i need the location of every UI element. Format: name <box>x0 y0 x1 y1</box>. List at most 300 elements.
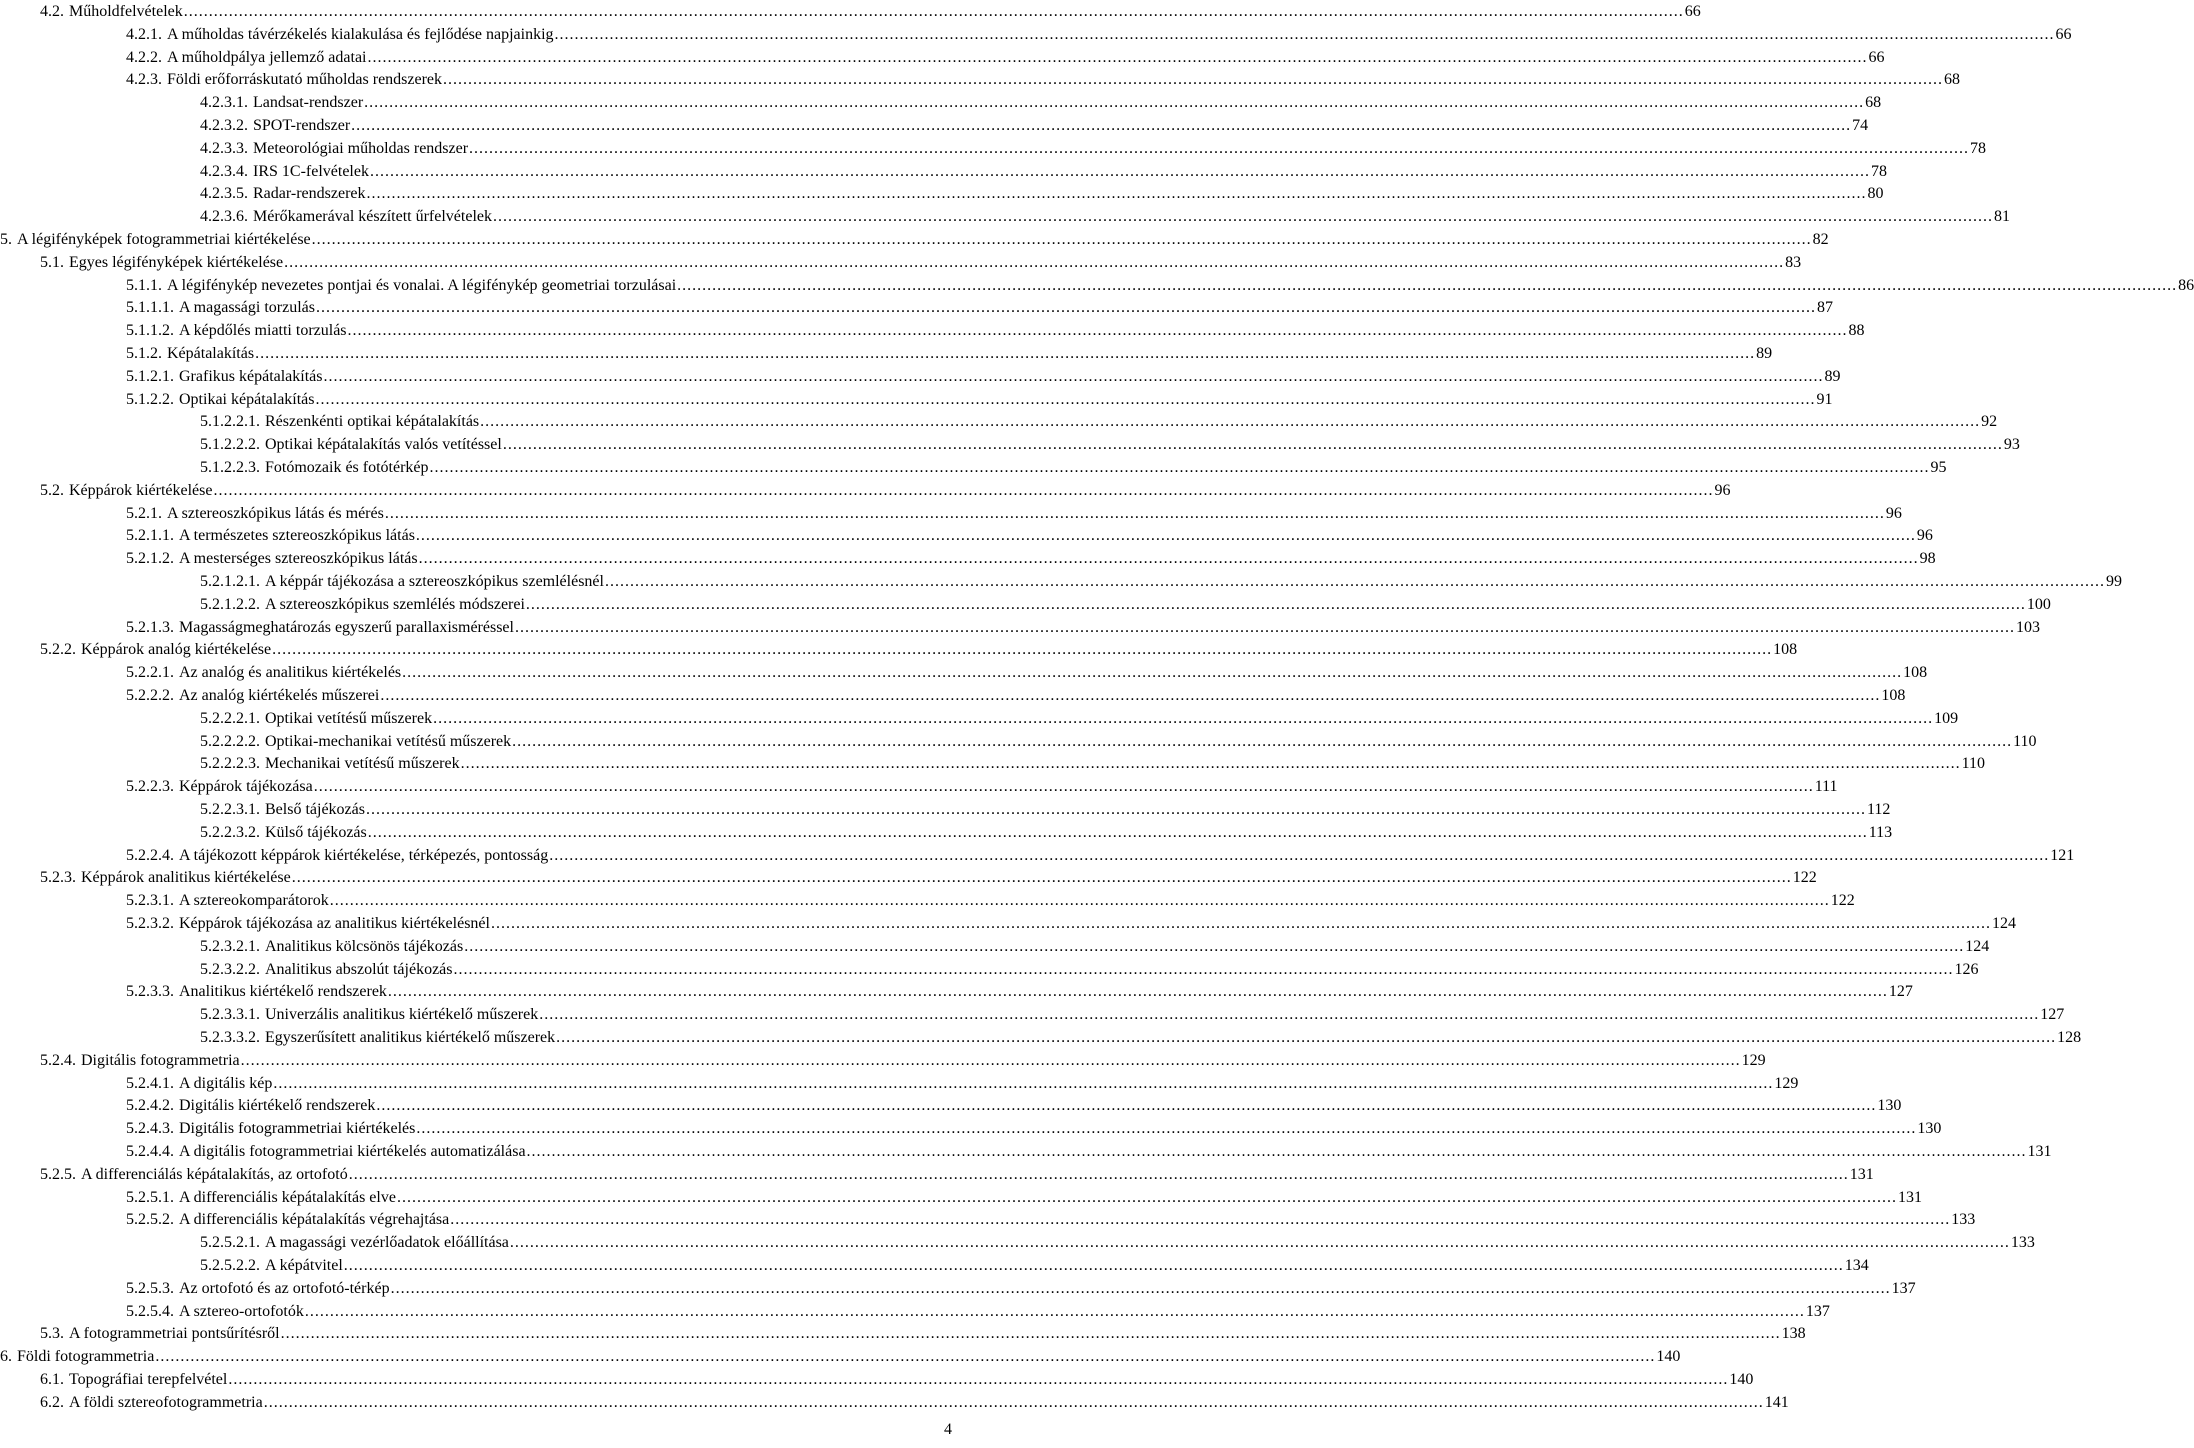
toc-dot-leader: ............................................................................................................................................................................................................................................................................................................ <box>304 1302 1805 1320</box>
toc-entry-title: Analitikus abszolút tájékozás <box>265 960 453 978</box>
toc-entry[interactable] <box>40 638 1798 661</box>
toc-entry-number: 5.2.2.3.2. <box>200 823 260 841</box>
toc-entry-number: 5.1.1.1. <box>126 299 174 317</box>
toc-entry-number: 4.2.3.2. <box>200 117 248 134</box>
toc-dot-leader: ............................................................................................................................................................................................................................................................................................................ <box>493 208 1993 226</box>
toc-entry-number: 5.2.2.2. <box>126 687 174 704</box>
toc-entry-title: Földi erőforráskutató műholdas rendszerek <box>167 71 443 89</box>
toc-entry[interactable] <box>40 251 1802 274</box>
toc-entry-number: 5.2.2.2.2. <box>200 732 260 750</box>
toc-entry-title: IRS 1C-felvételek <box>253 162 369 180</box>
toc-entry-page: 141 <box>1764 1393 1789 1411</box>
toc-dot-leader: ............................................................................................................................................................................................................................................................................................................ <box>347 322 1848 340</box>
toc-dot-leader: ............................................................................................................................................................................................................................................................................................................ <box>366 185 1867 203</box>
toc-entry-number: 5.2.2.3. <box>126 778 174 796</box>
toc-entry-page: 131 <box>1849 1165 1874 1183</box>
toc-entry-title: A mesterséges sztereoszkópikus látás <box>179 550 418 568</box>
toc-entry-title: A digitális fotogrammetriai kiértékelés automatizálása <box>179 1143 526 1160</box>
toc-entry[interactable] <box>200 137 1987 160</box>
toc-entry-page: 112 <box>1866 801 1891 818</box>
toc-entry[interactable] <box>200 752 1985 775</box>
toc-entry-number: 5.2.5.1. <box>126 1188 174 1206</box>
toc-dot-leader: ............................................................................................................................................................................................................................................................................................................ <box>460 755 1961 773</box>
toc-dot-leader: ............................................................................................................................................................................................................................................................................................................ <box>313 778 1814 796</box>
toc-entry-title: Optikai képátalakítás valós vetítéssel <box>265 436 502 454</box>
toc-entry-number: 5.1.2. <box>126 345 162 362</box>
toc-entry-number: 4.2.3.6. <box>200 208 248 226</box>
toc-entry-title: A légifényképek fotogrammetriai kiértékelése <box>17 231 311 248</box>
toc-entry-number: 4.2.3.5. <box>200 185 248 203</box>
toc-entry[interactable] <box>200 730 2037 753</box>
toc-entry-number: 4.2.3.1. <box>200 94 248 112</box>
toc-entry[interactable] <box>40 479 1731 502</box>
toc-entry-page: 122 <box>1830 892 1855 910</box>
toc-dot-leader: ............................................................................................................................................................................................................................................................................................................ <box>311 231 1812 248</box>
toc-entry[interactable] <box>126 1208 1976 1231</box>
toc-entry-page: 122 <box>1792 869 1817 887</box>
toc-entry-page: 82 <box>1812 231 1829 248</box>
toc-entry[interactable] <box>126 524 1933 547</box>
toc-entry-page: 87 <box>1816 299 1833 317</box>
toc-entry[interactable] <box>40 1322 1806 1345</box>
toc-entry[interactable] <box>200 958 1979 981</box>
toc-entry-number: 5.2.1.2.1. <box>200 573 260 590</box>
toc-entry-number: 5.2.3.1. <box>126 892 174 910</box>
toc-entry-number: 5.2.4.2. <box>126 1097 174 1115</box>
toc-entry-title: Képpárok analóg kiértékelése <box>81 641 272 659</box>
toc-entry[interactable] <box>40 866 1817 889</box>
toc-entry-number: 5. <box>0 231 12 248</box>
toc-dot-leader: ............................................................................................................................................................................................................................................................................................................ <box>556 1029 2057 1046</box>
toc-dot-leader: ............................................................................................................................................................................................................................................................................................................ <box>183 3 1684 20</box>
toc-entry-title: Az ortofotó és az ortofotó-térkép <box>179 1279 390 1297</box>
toc-dot-leader: ............................................................................................................................................................................................................................................................................................................ <box>255 345 1756 362</box>
toc-entry-page: 81 <box>1994 208 2010 226</box>
toc-dot-leader: ............................................................................................................................................................................................................................................................................................................ <box>677 276 2178 294</box>
toc-dot-leader: ............................................................................................................................................................................................................................................................................................................ <box>450 1211 1951 1229</box>
toc-entry[interactable] <box>126 775 1838 798</box>
toc-entry-page: 137 <box>1805 1302 1830 1320</box>
toc-entry-title: Analitikus kiértékelő rendszerek <box>179 983 387 1001</box>
toc-entry[interactable] <box>126 1140 2052 1163</box>
toc-entry-title: A sztereokomparátorok <box>179 892 329 910</box>
toc-entry-page: 134 <box>1844 1257 1869 1274</box>
toc-dot-leader: ............................................................................................................................................................................................................................................................................................................ <box>291 869 1792 887</box>
toc-dot-leader: ............................................................................................................................................................................................................................................................................................................ <box>539 1006 2040 1024</box>
toc-entry-number: 5.2.5.2. <box>126 1211 174 1229</box>
toc-entry-number: 4.2.1. <box>126 25 162 43</box>
toc-entry-number: 5.2.3.2. <box>126 915 174 932</box>
toc-entry[interactable] <box>200 1231 2035 1254</box>
toc-entry-number: 5.2.5.2.1. <box>200 1234 260 1252</box>
toc-entry-number: 4.2.3.4. <box>200 162 248 180</box>
toc-dot-leader: ............................................................................................................................................................................................................................................................................................................ <box>387 983 1888 1001</box>
toc-dot-leader: ............................................................................................................................................................................................................................................................................................................ <box>315 299 1816 317</box>
toc-entry[interactable] <box>126 1117 1942 1140</box>
toc-entry-number: 5.1.2.2.2. <box>200 436 260 454</box>
toc-dot-leader: ............................................................................................................................................................................................................................................................................................................ <box>263 1393 1764 1411</box>
toc-entry-number: 6. <box>0 1348 12 1366</box>
toc-entry[interactable] <box>200 1254 1869 1277</box>
toc-dot-leader: ............................................................................................................................................................................................................................................................................................................ <box>348 1165 1849 1183</box>
toc-entry-title: Az analóg kiértékelés műszerei <box>179 687 380 704</box>
toc-dot-leader: ............................................................................................................................................................................................................................................................................................................ <box>443 71 1944 89</box>
toc-entry[interactable] <box>40 1163 1874 1186</box>
toc-dot-leader: ............................................................................................................................................................................................................................................................................................................ <box>480 413 1981 431</box>
toc-entry-page: 110 <box>1961 755 1985 773</box>
toc-entry[interactable] <box>126 296 1833 319</box>
toc-entry[interactable] <box>40 0 1701 23</box>
toc-dot-leader: ............................................................................................................................................................................................................................................................................................................ <box>365 801 1866 818</box>
toc-entry-title: Mérőkamerával készített űrfelvételek <box>253 208 492 226</box>
toc-entry-number: 5.2.1.1. <box>126 527 174 545</box>
toc-entry-page: 109 <box>1934 709 1959 727</box>
toc-entry-number: 4.2.3.3. <box>200 139 248 157</box>
toc-entry-page: 68 <box>1865 94 1882 112</box>
toc-entry-number: 5.2.3.3.1. <box>200 1006 260 1024</box>
toc-dot-leader: ............................................................................................................................................................................................................................................................................................................ <box>490 915 1991 932</box>
toc-dot-leader: ............................................................................................................................................................................................................................................................................................................ <box>526 1143 2027 1160</box>
toc-entry[interactable] <box>200 114 1869 137</box>
toc-entry-number: 6.1. <box>40 1371 64 1388</box>
toc-entry-title: A képpár tájékozása a sztereoszkópikus szemlélésnél <box>265 573 604 590</box>
toc-entry-page: 66 <box>2055 25 2072 43</box>
toc-entry-title: Digitális kiértékelő rendszerek <box>179 1097 376 1115</box>
toc-entry[interactable] <box>126 1094 1902 1117</box>
toc-entry-title: A fotogrammetriai pontsűrítésről <box>69 1325 280 1343</box>
page-number: 4 <box>944 1421 952 1438</box>
toc-entry-page: 131 <box>2027 1143 2052 1160</box>
toc-entry-number: 5.2.4. <box>40 1051 76 1069</box>
toc-dot-leader: ............................................................................................................................................................................................................................................................................................................ <box>429 459 1930 476</box>
toc-entry[interactable] <box>126 547 1936 570</box>
toc-entry-page: 113 <box>1868 823 1893 841</box>
toc-entry-number: 5.1.2.2.1. <box>200 413 260 431</box>
toc-dot-leader: ............................................................................................................................................................................................................................................................................................................ <box>390 1279 1891 1297</box>
toc-dot-leader: ............................................................................................................................................................................................................................................................................................................ <box>364 94 1865 112</box>
toc-entry[interactable] <box>200 205 2010 228</box>
toc-entry-title: A műholdas távérzékelés kialakulása és fejlődése napjainkig <box>167 25 554 43</box>
toc-entry-title: A sztereoszkópikus szemlélés módszerei <box>265 595 525 613</box>
toc-entry-title: Képátalakítás <box>167 345 255 362</box>
toc-entry-number: 5.1.2.2.3. <box>200 459 260 476</box>
toc-entry-number: 5.2.2.1. <box>126 664 174 682</box>
toc-dot-leader: ............................................................................................................................................................................................................................................................................................................ <box>155 1348 1656 1366</box>
toc-dot-leader: ............................................................................................................................................................................................................................................................................................................ <box>433 709 1934 727</box>
toc-entry-title: Grafikus képátalakítás <box>179 367 323 385</box>
toc-dot-leader: ............................................................................................................................................................................................................................................................................................................ <box>402 664 1903 682</box>
toc-entry-page: 95 <box>1930 459 1947 476</box>
toc-entry[interactable] <box>126 844 2075 867</box>
toc-entry-page: 121 <box>2050 846 2075 864</box>
toc-entry-title: Képpárok analitikus kiértékelése <box>81 869 291 887</box>
toc-entry-page: 66 <box>1684 3 1701 20</box>
toc-entry-page: 88 <box>1848 322 1865 340</box>
toc-dot-leader: ............................................................................................................................................................................................................................................................................................................ <box>453 960 1954 978</box>
toc-entry-title: Fotómozaik és fotótérkép <box>265 459 429 476</box>
toc-dot-leader: ............................................................................................................................................................................................................................................................................................................ <box>380 687 1881 704</box>
toc-entry[interactable] <box>126 616 2040 639</box>
toc-entry-number: 5.2.5. <box>40 1165 76 1183</box>
toc-entry[interactable] <box>40 1049 1766 1072</box>
toc-entry-title: Optikai képátalakítás <box>179 390 315 408</box>
toc-entry-page: 92 <box>1981 413 1998 431</box>
toc-entry[interactable] <box>200 1003 2065 1026</box>
toc-entry-number: 5.2.2.4. <box>126 846 174 864</box>
toc-entry-title: A differenciális képátalakítás elve <box>179 1188 396 1206</box>
toc-entry[interactable] <box>126 342 1773 365</box>
toc-dot-leader: ............................................................................................................................................................................................................................................................................................................ <box>418 550 1919 568</box>
toc-entry-title: A természetes sztereoszkópikus látás <box>179 527 415 545</box>
toc-dot-leader: ............................................................................................................................................................................................................................................................................................................ <box>272 641 1773 659</box>
toc-entry-number: 5.2.5.4. <box>126 1302 174 1320</box>
toc-entry-number: 4.2.2. <box>126 48 162 66</box>
toc-entry-title: Digitális fotogrammetria <box>81 1051 240 1069</box>
toc-entry-title: A differenciálás képátalakítás, az ortofotó <box>81 1165 348 1183</box>
toc-dot-leader: ............................................................................................................................................................................................................................................................................................................ <box>604 573 2105 590</box>
toc-entry[interactable] <box>200 182 1884 205</box>
toc-entry-page: 131 <box>1897 1188 1922 1206</box>
toc-entry-title: A képdőlés miatti torzulás <box>179 322 347 340</box>
toc-entry-page: 111 <box>1814 778 1838 796</box>
toc-dot-leader: ............................................................................................................................................................................................................................................................................................................ <box>376 1097 1877 1115</box>
toc-entry-number: 5.2.1. <box>126 504 162 522</box>
toc-entry-page: 130 <box>1877 1097 1902 1115</box>
toc-entry-title: Képpárok tájékozása <box>179 778 313 796</box>
toc-entry-page: 128 <box>2057 1029 2082 1046</box>
toc-dot-leader: ............................................................................................................................................................................................................................................................................................................ <box>464 937 1965 955</box>
toc-entry-page: 100 <box>2026 595 2051 613</box>
toc-entry-number: 5.2.1.2.2. <box>200 595 260 613</box>
toc-entry-title: Mechanikai vetítésű műszerek <box>265 755 460 773</box>
toc-entry-page: 96 <box>1714 481 1731 499</box>
toc-entry-number: 5.2.3.2.1. <box>200 937 260 955</box>
toc-entry-page: 110 <box>2013 732 2037 750</box>
toc-entry-title: Analitikus kölcsönös tájékozás <box>265 937 464 955</box>
toc-entry-number: 5.2.1.3. <box>126 618 174 636</box>
toc-entry-page: 133 <box>2010 1234 2035 1252</box>
toc-dot-leader: ............................................................................................................................................................................................................................................................................................................ <box>228 1371 1729 1388</box>
toc-entry-title: Képpárok tájékozása az analitikus kiértékelésnél <box>179 915 490 932</box>
toc-entry[interactable] <box>200 935 1990 958</box>
toc-entry[interactable] <box>126 684 1906 707</box>
toc-entry-page: 96 <box>1916 527 1933 545</box>
toc-entry-title: Egyszerűsített analitikus kiértékelő műszerek <box>265 1029 556 1046</box>
toc-entry-page: 140 <box>1656 1348 1681 1366</box>
toc-entry[interactable] <box>0 228 1829 251</box>
toc-entry-number: 5.2.3.3. <box>126 983 174 1001</box>
toc-entry[interactable] <box>200 707 1959 730</box>
toc-entry-page: 80 <box>1867 185 1884 203</box>
toc-entry-number: 5.2. <box>40 481 64 499</box>
toc-entry[interactable] <box>200 91 1882 114</box>
toc-entry-number: 5.1.1.2. <box>126 322 174 340</box>
toc-entry-number: 5.2.2.3.1. <box>200 801 260 818</box>
toc-entry-page: 98 <box>1919 550 1936 568</box>
toc-entry-title: Topográfiai terepfelvétel <box>69 1371 228 1388</box>
toc-entry-title: Földi fotogrammetria <box>17 1348 155 1366</box>
toc-entry-number: 5.1. <box>40 253 64 271</box>
toc-entry-number: 5.2.2. <box>40 641 76 659</box>
toc-entry-page: 68 <box>1944 71 1961 89</box>
toc-entry[interactable] <box>126 68 1961 91</box>
toc-entry-number: 4.2.3. <box>126 71 162 89</box>
toc-entry[interactable] <box>126 661 1928 684</box>
toc-entry[interactable] <box>200 798 1891 821</box>
toc-entry-page: 96 <box>1885 504 1902 522</box>
toc-entry[interactable] <box>126 1072 1799 1095</box>
toc-entry-page: 89 <box>1756 345 1773 362</box>
toc-entry[interactable] <box>200 410 1998 433</box>
toc-entry-number: 5.1.2.1. <box>126 367 174 385</box>
toc-entry-title: Egyes légifényképek kiértékelése <box>69 253 284 271</box>
toc-entry-page: 124 <box>1965 937 1990 955</box>
toc-entry-number: 5.2.3.3.2. <box>200 1029 260 1046</box>
toc-entry-title: Képpárok kiértékelése <box>69 481 213 499</box>
toc-dot-leader: ............................................................................................................................................................................................................................................................................................................ <box>369 162 1870 180</box>
toc-dot-leader: ............................................................................................................................................................................................................................................................................................................ <box>415 527 1916 545</box>
toc-entry-page: 129 <box>1741 1051 1766 1069</box>
toc-entry[interactable] <box>200 821 1893 844</box>
toc-dot-leader: ............................................................................................................................................................................................................................................................................................................ <box>396 1188 1897 1206</box>
toc-entry-page: 89 <box>1824 367 1841 385</box>
toc-entry[interactable] <box>126 980 1913 1003</box>
toc-dot-leader: ............................................................................................................................................................................................................................................................................................................ <box>525 595 2026 613</box>
toc-entry[interactable] <box>126 365 1841 388</box>
toc-entry-page: 91 <box>1816 390 1833 408</box>
toc-entry-page: 108 <box>1773 641 1798 659</box>
toc-entry-title: A magassági vezérlőadatok előállítása <box>265 1234 509 1252</box>
toc-dot-leader: ............................................................................................................................................................................................................................................................................................................ <box>240 1051 1741 1069</box>
toc-entry-number: 5.2.1.2. <box>126 550 174 568</box>
toc-entry-page: 66 <box>1868 48 1885 66</box>
toc-entry-page: 83 <box>1785 253 1802 271</box>
toc-dot-leader: ............................................................................................................................................................................................................................................................................................................ <box>329 892 1830 910</box>
toc-entry-number: 5.2.5.3. <box>126 1279 174 1297</box>
toc-entry[interactable] <box>200 160 1887 183</box>
toc-dot-leader: ............................................................................................................................................................................................................................................................................................................ <box>351 117 1852 134</box>
toc-dot-leader: ............................................................................................................................................................................................................................................................................................................ <box>469 139 1970 157</box>
toc-entry-title: SPOT-rendszer <box>253 117 351 134</box>
toc-entry-number: 5.2.2.2.1. <box>200 709 260 727</box>
toc-entry[interactable] <box>200 570 2122 593</box>
toc-entry-number: 5.1.1. <box>126 276 162 294</box>
toc-entry[interactable] <box>126 23 2072 46</box>
toc-dot-leader: ............................................................................................................................................................................................................................................................................................................ <box>343 1257 1844 1274</box>
toc-entry-page: 78 <box>1870 162 1887 180</box>
toc-entry-page: 126 <box>1954 960 1979 978</box>
toc-entry-number: 4.2. <box>40 3 64 20</box>
toc-entry-page: 99 <box>2105 573 2122 590</box>
toc-dot-leader: ............................................................................................................................................................................................................................................................................................................ <box>509 1234 2010 1252</box>
toc-entry[interactable] <box>0 1345 1681 1368</box>
toc-entry-title: Optikai vetítésű műszerek <box>265 709 433 727</box>
toc-dot-leader: ............................................................................................................................................................................................................................................................................................................ <box>549 846 2050 864</box>
toc-entry-title: A differenciális képátalakítás végrehajtása <box>179 1211 450 1229</box>
toc-dot-leader: ............................................................................................................................................................................................................................................................................................................ <box>284 253 1785 271</box>
toc-entry-page: 124 <box>1991 915 2016 932</box>
toc-dot-leader: ............................................................................................................................................................................................................................................................................................................ <box>502 436 2003 454</box>
toc-entry-title: A földi sztereofotogrammetria <box>69 1393 263 1411</box>
toc-entry-page: 140 <box>1729 1371 1754 1388</box>
toc-entry[interactable] <box>126 502 1902 525</box>
toc-entry-page: 86 <box>2178 276 2194 294</box>
toc-entry-title: Radar-rendszerek <box>253 185 366 203</box>
toc-entry[interactable] <box>126 912 2016 935</box>
toc-entry-title: A képátvitel <box>265 1257 343 1274</box>
toc-entry[interactable] <box>40 1368 1754 1391</box>
toc-entry-number: 6.2. <box>40 1393 64 1411</box>
toc-entry-number: 5.2.5.2.2. <box>200 1257 260 1274</box>
toc-entry-page: 93 <box>2003 436 2020 454</box>
toc-dot-leader: ............................................................................................................................................................................................................................................................................................................ <box>273 1074 1774 1092</box>
toc-entry[interactable] <box>40 1391 1789 1414</box>
toc-entry[interactable] <box>126 388 1833 411</box>
toc-entry-number: 5.3. <box>40 1325 64 1343</box>
toc-entry[interactable] <box>126 889 1855 912</box>
toc-entry-title: Külső tájékozás <box>265 823 367 841</box>
toc-entry-title: Magasságmeghatározás egyszerű parallaxisméréssel <box>179 618 514 636</box>
toc-dot-leader: ............................................................................................................................................................................................................................................................................................................ <box>554 25 2055 43</box>
toc-entry-page: 108 <box>1903 664 1928 682</box>
toc-entry[interactable] <box>200 433 2020 456</box>
toc-entry-title: A sztereo-ortofotók <box>179 1302 304 1320</box>
toc-entry-number: 5.2.4.1. <box>126 1074 174 1092</box>
toc-entry[interactable] <box>126 319 1865 342</box>
toc-entry-title: A sztereoszkópikus látás és mérés <box>167 504 384 522</box>
toc-entry-title: A tájékozott képpárok kiértékelése, térképezés, pontosság <box>179 846 549 864</box>
toc-dot-leader: ............................................................................................................................................................................................................................................................................................................ <box>512 732 2013 750</box>
toc-entry-number: 5.1.2.2. <box>126 390 174 408</box>
toc-entry-title: Meteorológiai műholdas rendszer <box>253 139 469 157</box>
toc-entry[interactable] <box>200 593 2051 616</box>
toc-entry-title: A légifénykép nevezetes pontjai és vonalai. A légifénykép geometriai torzulásai <box>167 276 677 294</box>
toc-dot-leader: ............................................................................................................................................................................................................................................................................................................ <box>384 504 1885 522</box>
toc-entry-title: A digitális kép <box>179 1074 273 1092</box>
toc-entry-page: 137 <box>1891 1279 1916 1297</box>
toc-entry-number: 5.2.2.2.3. <box>200 755 260 773</box>
toc-entry-number: 5.2.3.2.2. <box>200 960 260 978</box>
toc-entry[interactable] <box>126 1300 1830 1323</box>
toc-entry-page: 127 <box>2040 1006 2065 1024</box>
toc-entry-page: 74 <box>1852 117 1869 134</box>
toc-entry[interactable] <box>126 1277 1916 1300</box>
toc-entry-title: A magassági torzulás <box>179 299 315 317</box>
toc-entry-title: Az analóg és analitikus kiértékelés <box>179 664 402 682</box>
toc-entry-page: 138 <box>1781 1325 1806 1343</box>
toc-entry-page: 129 <box>1774 1074 1799 1092</box>
toc-entry[interactable] <box>200 1026 2082 1049</box>
toc-dot-leader: ............................................................................................................................................................................................................................................................................................................ <box>367 48 1868 66</box>
toc-entry-page: 108 <box>1881 687 1906 704</box>
toc-entry-page: 127 <box>1888 983 1913 1001</box>
toc-dot-leader: ............................................................................................................................................................................................................................................................................................................ <box>280 1325 1781 1343</box>
toc-entry[interactable] <box>200 456 1947 479</box>
toc-entry-title: Univerzális analitikus kiértékelő műszerek <box>265 1006 539 1024</box>
toc-entry-page: 78 <box>1970 139 1987 157</box>
toc-entry[interactable] <box>126 46 1885 69</box>
toc-entry-page: 133 <box>1951 1211 1976 1229</box>
toc-entry-title: Optikai-mechanikai vetítésű műszerek <box>265 732 512 750</box>
toc-dot-leader: ............................................................................................................................................................................................................................................................................................................ <box>213 481 1714 499</box>
toc-dot-leader: ............................................................................................................................................................................................................................................................................................................ <box>323 367 1824 385</box>
toc-entry-page: 130 <box>1917 1120 1942 1138</box>
toc-entry[interactable] <box>126 274 2194 297</box>
toc-entry-title: Belső tájékozás <box>265 801 365 818</box>
toc-dot-leader: ............................................................................................................................................................................................................................................................................................................ <box>367 823 1868 841</box>
toc-entry[interactable] <box>126 1186 1922 1209</box>
toc-entry-number: 5.2.4.4. <box>126 1143 174 1160</box>
